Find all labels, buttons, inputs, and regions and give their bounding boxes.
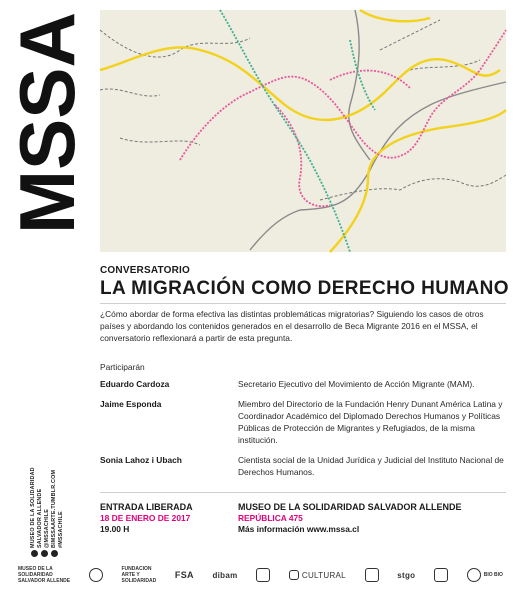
event-date: 18 DE ENERO DE 2017 bbox=[100, 513, 191, 523]
route-yellow bbox=[100, 10, 506, 252]
website-link[interactable]: www.mssa.cl bbox=[306, 524, 360, 534]
more-info-label: Más información bbox=[238, 524, 305, 534]
logo-municipal bbox=[434, 568, 448, 582]
participant-row bbox=[100, 378, 510, 390]
participant-role: Secretario Ejecutivo del Movimiento de Acción Migrante (MAM). bbox=[238, 379, 475, 389]
logo-biobio-text: BIO BIO bbox=[483, 572, 503, 578]
side-info-text bbox=[30, 398, 65, 548]
event-where bbox=[238, 502, 462, 535]
venue-name: MUSEO DE LA SOLIDARIDAD SALVADOR ALLENDE bbox=[238, 502, 462, 512]
logo-stgo-text: stgo bbox=[397, 570, 416, 580]
side-line-hashtag: #MSSACHILE bbox=[58, 511, 64, 548]
participant-name: Eduardo Cardoza bbox=[100, 379, 170, 389]
event-when bbox=[100, 502, 193, 535]
entry-status: ENTRADA LIBERADA bbox=[100, 502, 193, 512]
logo-dibam-text: dibam bbox=[212, 570, 238, 580]
route-map bbox=[100, 10, 506, 252]
event-time: 19.00 H bbox=[100, 524, 130, 534]
government-shield-icon bbox=[256, 568, 270, 582]
page-title: LA MIGRACIÓN COMO DERECHO HUMANO bbox=[100, 278, 509, 299]
event-kicker: CONVERSATORIO bbox=[100, 265, 191, 276]
intro-paragraph: ¿Cómo abordar de forma efectiva las distintas problemáticas migratorias? Siguiendo los casos de otros países y abordando los contenidos generados en el desarrollo de Beca Migrante 2016 en el MSSA, el conversatorio reflexionará a partir de esta pregunta. bbox=[100, 309, 484, 343]
participant-row bbox=[100, 398, 510, 446]
side-info bbox=[30, 398, 70, 548]
migrante-logo-icon bbox=[89, 568, 103, 582]
logo-stgo bbox=[397, 571, 415, 580]
logo-biobio bbox=[467, 568, 503, 582]
logo-fundacion bbox=[121, 566, 156, 584]
mssa-wordmark bbox=[3, 8, 91, 238]
more-info bbox=[238, 524, 462, 535]
logo-government bbox=[256, 568, 270, 582]
logo-cultural-text: CULTURAL bbox=[301, 570, 346, 580]
event-divider bbox=[100, 492, 506, 493]
title-divider bbox=[100, 303, 506, 304]
venue-address: REPÚBLICA 475 bbox=[238, 513, 303, 523]
side-line-allende: SALVADOR ALLENDE bbox=[37, 488, 43, 548]
logo-migrante bbox=[89, 568, 103, 582]
route-gray bbox=[250, 10, 506, 250]
map-illustration bbox=[100, 10, 506, 252]
participant-row bbox=[100, 454, 510, 478]
biobio-logo-icon bbox=[467, 568, 481, 582]
logo-dibam bbox=[212, 571, 237, 580]
logo-mssa-text: MUSEO DE LA SOLIDARIDAD SALVADOR ALLENDE bbox=[18, 566, 71, 584]
side-line-tumblr[interactable]: BIMSSAARTE.TUMBLR.COM bbox=[51, 469, 57, 548]
side-line-museum: MUSEO DE LA SOLIDARIDAD bbox=[30, 467, 36, 548]
mssa-wordmark-graphic bbox=[3, 8, 91, 238]
logo-cultural bbox=[289, 570, 346, 580]
sponsor-logos bbox=[8, 556, 513, 594]
route-gray-dashed bbox=[100, 20, 506, 200]
logo-fundacion-text: FUNDACION ARTE Y SOLIDARIDAD bbox=[121, 566, 157, 584]
logo-fsa bbox=[175, 570, 194, 580]
logo-fsa-text: FSA bbox=[174, 570, 194, 580]
participants-section bbox=[100, 362, 510, 486]
ministry-shield-icon bbox=[365, 568, 379, 582]
participants-label: Participarán bbox=[100, 362, 145, 372]
participant-name: Jaime Esponda bbox=[100, 399, 162, 409]
side-line-twitter[interactable]: @MSSACHILE bbox=[44, 508, 50, 548]
participant-name: Sonia Lahoz i Ubach bbox=[100, 455, 182, 465]
participant-role: Miembro del Directorio de la Fundación Henry Dunant América Latina y Coordinador Académico del Diplomado Derechos Humanos y Políticas Públicas de Protección de Migrantes y Refugiados, de la misma institución. bbox=[238, 399, 503, 445]
logo-mssa bbox=[18, 566, 70, 584]
participant-role: Cientista social de la Unidad Jurídica y Judicial del Instituto Nacional de Derechos Humanos. bbox=[238, 455, 504, 477]
mssa-wordmark-text: MSSA bbox=[3, 8, 91, 234]
logo-ministry bbox=[365, 568, 379, 582]
municipal-shield-icon bbox=[434, 568, 448, 582]
cultural-emblem-icon bbox=[289, 570, 299, 580]
